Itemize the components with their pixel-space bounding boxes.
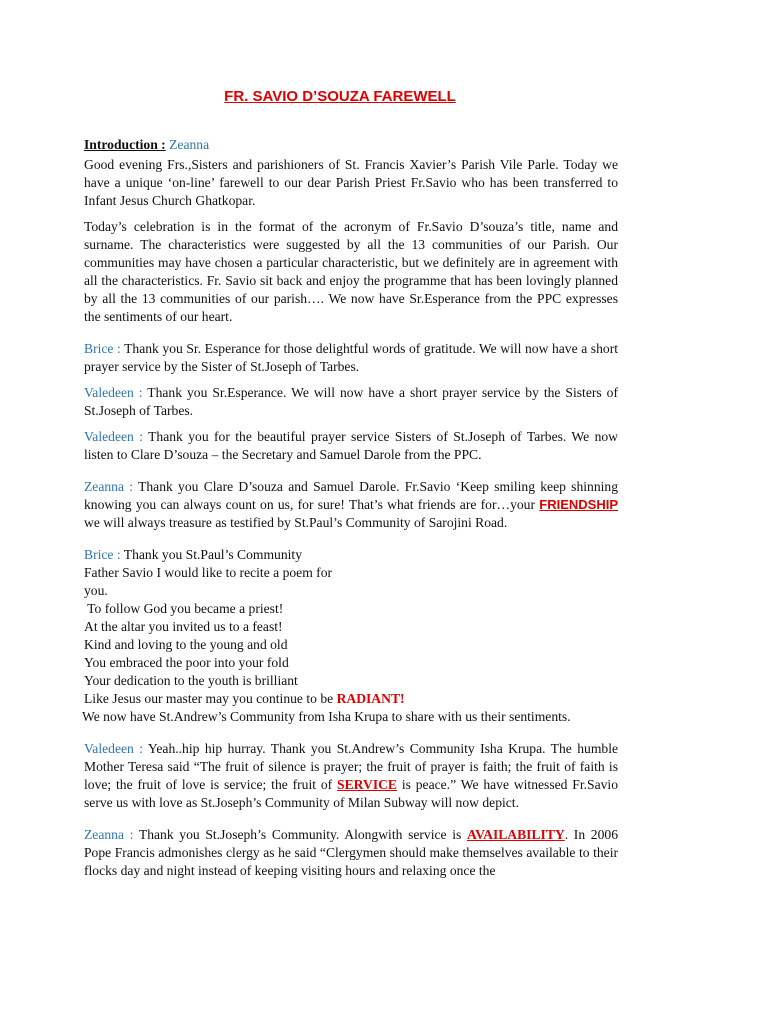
speaker-name: Brice :	[84, 547, 124, 562]
paragraph-valedeen-1	[84, 384, 618, 420]
paragraph-introduction	[84, 136, 618, 154]
speaker-name: Zeanna :	[84, 479, 139, 494]
paragraph-celebration: Today’s celebration is in the format of the acronym of Fr.Savio D’souza’s title, name and surname. The characteristics were suggested by all the 13 communities of our Parish. Our communities may have chosen a particular characteristic, but we definitely are in agreement with all the characteristics. Fr. Savio sit back and enjoy the programme that has been lovingly planned by all the 13 communities of our parish…. We now have Sr.Esperance from the PPC expresses the sentiments of our heart.	[84, 219, 618, 324]
paragraph-zeanna-availability	[84, 826, 618, 880]
paragraph-text: Thank you St.Paul’s Community	[123, 547, 303, 562]
poem-line	[84, 690, 618, 708]
poem-closing-line: We now have St.Andrew’s Community from Isha Krupa to share with us their sentiments.	[82, 709, 571, 724]
speaker-name: Valedeen :	[84, 741, 148, 756]
paragraph-brice-1	[84, 340, 618, 376]
paragraph-brice-poem	[84, 546, 618, 726]
speaker-name: Brice :	[84, 341, 125, 356]
poem-intro-line	[84, 546, 618, 564]
paragraph-text: Thank you St.Joseph’s Community. Alongwith service is	[138, 827, 467, 842]
paragraph-introduction-text: Good evening Frs.,Sisters and parishioners of St. Francis Xavier’s Parish Vile Parle. Today we have a unique ‘on-line’ farewell to our dear Parish Priest Fr.Savio who has been transferred to Infant Jesus Church Ghatkopar.	[84, 157, 618, 208]
paragraph-text: we will always treasure as testified by St.Paul’s Community of Sarojini Road.	[84, 515, 508, 530]
paragraph-text: Yeah..hip hip hurray. Thank you St.Andrew’s Community Isha Krupa. The humble Mother Teresa said “The fruit of silence is prayer; the fruit of prayer is faith; the fruit of faith is love; the fruit of love is service; the fruit of	[84, 741, 618, 792]
speaker-name: Zeanna :	[84, 827, 139, 842]
paragraph-text: is peace.” We have witnessed Fr.Savio serve us with love as St.Joseph’s Community of Milan Subway will now depict.	[84, 777, 618, 810]
poem-line: Father Savio I would like to recite a poem for	[84, 565, 333, 580]
poem-line: At the altar you invited us to a feast!	[84, 619, 283, 634]
paragraph-valedeen-2	[84, 428, 618, 464]
speaker-name: Valedeen :	[84, 429, 149, 444]
speaker-name: Zeanna	[165, 137, 210, 152]
page-title: FR. SAVIO D’SOUZA FAREWELL	[224, 88, 456, 105]
poem-line: Your dedication to the youth is brilliant	[84, 673, 298, 688]
poem-line: You embraced the poor into your fold	[84, 655, 289, 670]
highlight-keyword: AVAILABILITY	[467, 827, 565, 842]
paragraph-text: Thank you for the beautiful prayer service Sisters of St.Joseph of Tarbes. We now listen to Clare D’souza – the Secretary and Samuel Darole from the PPC.	[84, 429, 618, 462]
introduction-label: Introduction :	[84, 137, 166, 152]
highlight-keyword: SERVICE	[337, 777, 397, 792]
paragraph-text: Like Jesus our master may you continue to be	[84, 691, 337, 706]
poem-line: To follow God you became a priest!	[84, 601, 284, 616]
paragraph-text: . In 2006 Pope Francis admonishes clergy as he said “Clergymen should make themselves available to their flocks day and night instead of keeping visiting hours and relaxing once the	[84, 827, 618, 878]
paragraph-text: Thank you Sr.Esperance. We will now have a short prayer service by the Sisters of St.Joseph of Tarbes.	[84, 385, 618, 418]
poem-line: Kind and loving to the young and old	[84, 637, 288, 652]
paragraph-valedeen-service	[84, 740, 618, 812]
document-body	[84, 136, 618, 888]
speaker-name: Valedeen :	[84, 385, 148, 400]
paragraph-text: Thank you Clare D’souza and Samuel Darole. Fr.Savio ‘Keep smiling keep shinning knowing you can always count on us, for sure! That’s what friends are for…your	[84, 479, 619, 512]
paragraph-zeanna-friendship	[84, 478, 618, 532]
poem-line: you.	[84, 583, 108, 598]
paragraph-text: Thank you Sr. Esperance for those delightful words of gratitude. We will now have a short prayer service by the Sister of St.Joseph of Tarbes.	[84, 341, 618, 374]
highlight-keyword: FRIENDSHIP	[539, 497, 618, 512]
highlight-keyword: RADIANT!	[336, 691, 405, 706]
